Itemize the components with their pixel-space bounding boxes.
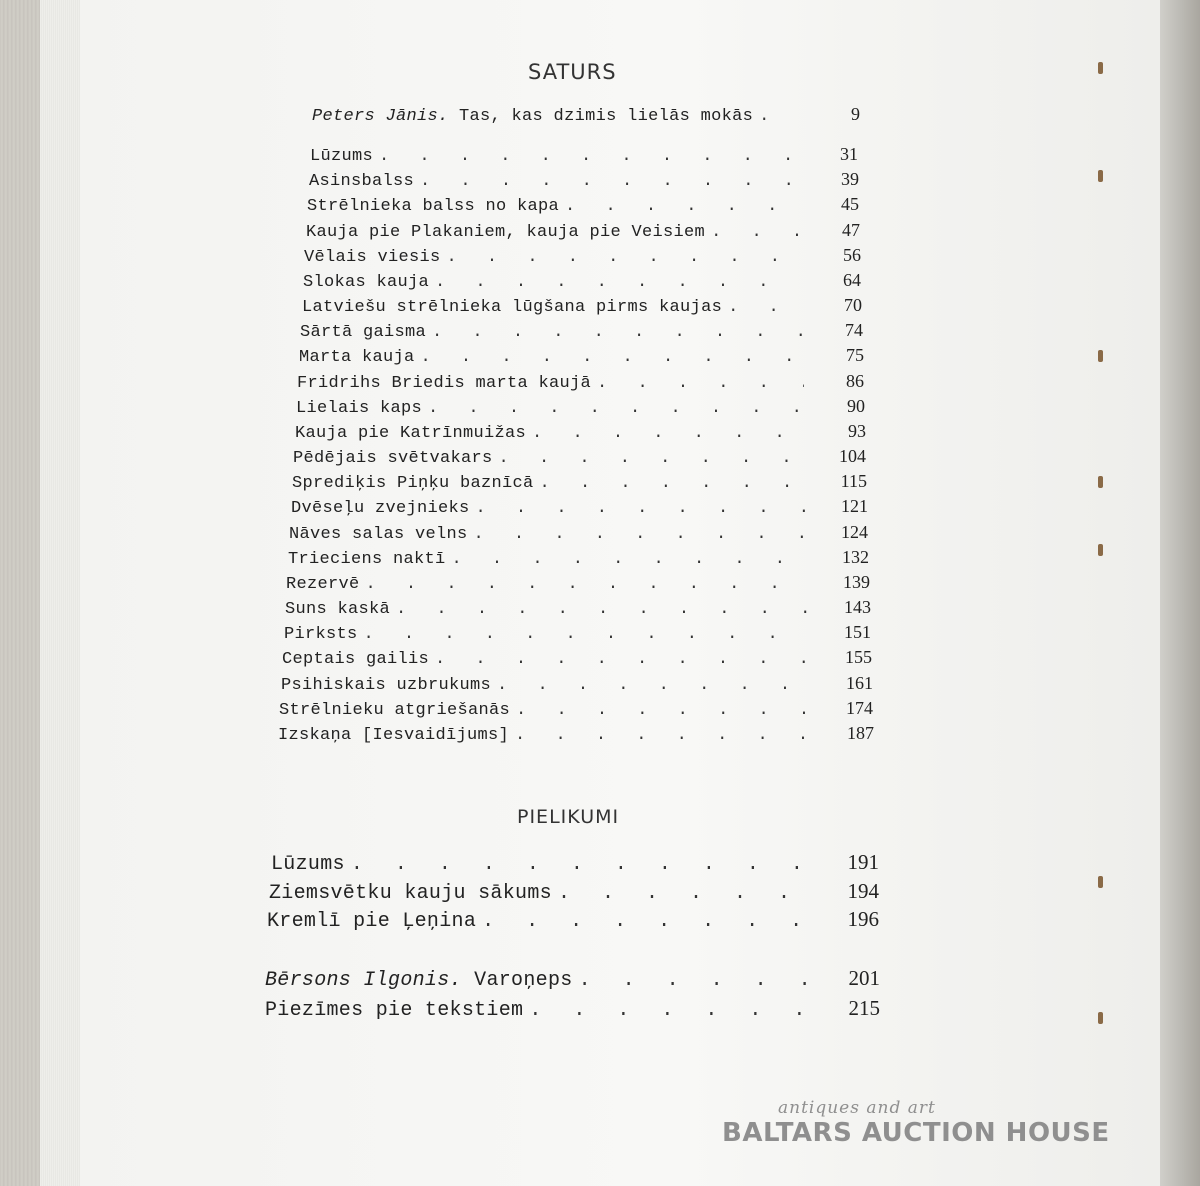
leader-dots <box>532 424 806 443</box>
toc-entry <box>304 245 861 269</box>
entry-page-number: 215 <box>848 996 880 1020</box>
entry-title: Pirksts <box>284 625 358 644</box>
entry-page-number: 39 <box>841 169 859 189</box>
entry-page-number: 93 <box>848 421 866 441</box>
toc-entry-afterword <box>265 966 880 990</box>
entry-page-number: 70 <box>844 295 862 315</box>
leader-dots <box>579 969 820 992</box>
toc-entry <box>309 169 859 193</box>
leader-dots <box>364 625 811 644</box>
entry-page-number: 201 <box>848 966 880 990</box>
toc-entry <box>307 194 859 218</box>
leader-dots <box>497 676 813 695</box>
entry-page-number: 191 <box>847 850 879 874</box>
book-gutter <box>1160 0 1200 1186</box>
toc-entry <box>297 371 864 395</box>
entry-title: Fridrihs Briedis marta kaujā <box>297 374 592 393</box>
leader-dots <box>482 910 819 933</box>
leader-dots <box>529 999 820 1022</box>
entry-page-number: 155 <box>845 647 872 667</box>
entry-title: Lūzums <box>271 853 345 876</box>
leader-dots <box>447 248 801 267</box>
entry-page-number: 75 <box>846 345 864 365</box>
entry-title: Izskaņa [Iesvaidījums] <box>278 726 510 745</box>
entry-page-number: 196 <box>847 907 879 931</box>
entry-page-number: 31 <box>840 144 858 164</box>
toc-entry <box>310 144 858 168</box>
leader-dots <box>421 348 804 367</box>
toc-entry <box>306 220 860 244</box>
entry-page-number: 64 <box>843 270 861 290</box>
entry-page-number: 56 <box>843 245 861 265</box>
toc-entry <box>296 396 865 420</box>
entry-title: Kremlī pie Ļeņina <box>267 910 477 933</box>
entry-page-number: 47 <box>842 220 860 240</box>
toc-entry-appendix <box>271 850 879 874</box>
binding-stitch <box>1098 876 1103 888</box>
book-cover-cloth <box>0 0 40 1186</box>
leader-dots <box>435 650 812 669</box>
toc-entry-appendix <box>267 907 879 931</box>
leader-dots <box>474 525 808 544</box>
toc-entry <box>282 647 872 671</box>
entry-page-number: 124 <box>841 522 868 542</box>
leader-dots <box>428 399 805 418</box>
toc-entry <box>295 421 866 445</box>
entry-title: Strēlnieka balss no kapa <box>307 197 560 216</box>
entry-title: Kauja pie Katrīnmuižas <box>295 424 527 443</box>
toc-entry <box>288 547 869 571</box>
entry-title: Varoņeps <box>474 969 573 992</box>
binding-stitch <box>1098 476 1103 488</box>
toc-entry-appendix <box>269 879 879 903</box>
entry-title: Kauja pie Plakaniem, kauja pie Veisiem <box>306 223 706 242</box>
entry-title: Tas, kas dzimis lielās mokās <box>459 107 754 126</box>
binding-stitch <box>1098 170 1103 182</box>
page-edges <box>40 0 82 1186</box>
toc-entry <box>285 597 871 621</box>
toc-entry-notes <box>265 996 880 1020</box>
leader-dots <box>728 298 802 317</box>
binding-stitch <box>1098 62 1103 74</box>
toc-entry <box>289 522 868 546</box>
entry-title: Latviešu strēlnieka lūgšana pirms kaujas <box>302 298 723 317</box>
entry-page-number: 90 <box>847 396 865 416</box>
entry-title: Lūzums <box>310 147 374 166</box>
watermark-name: BALTARS AUCTION HOUSE <box>722 1118 1110 1148</box>
entry-page-number: 143 <box>844 597 871 617</box>
leader-dots <box>515 726 814 745</box>
entry-title: Pēdējais svētvakars <box>293 449 493 468</box>
leader-dots <box>396 600 811 619</box>
entry-title: Nāves salas velns <box>289 525 468 544</box>
entry-author: Peters Jānis. <box>312 107 449 126</box>
contents-heading: SATURS <box>528 60 617 84</box>
leader-dots <box>565 197 799 216</box>
entry-title: Vēlais viesis <box>304 248 441 267</box>
toc-entry <box>299 345 864 369</box>
leader-dots <box>420 172 799 191</box>
toc-entry <box>284 622 871 646</box>
entry-page-number: 104 <box>839 446 866 466</box>
leader-dots <box>435 273 801 292</box>
entry-page-number: 121 <box>841 496 868 516</box>
entry-page-number: 194 <box>847 879 879 903</box>
entry-title: Psihiskais uzbrukums <box>281 676 492 695</box>
toc-entry <box>278 723 874 747</box>
entry-title: Ceptais gailis <box>282 650 430 669</box>
toc-entry <box>292 471 867 495</box>
entry-title: Sprediķis Piņķu baznīcā <box>292 474 534 493</box>
toc-entry <box>302 295 862 319</box>
auction-house-watermark <box>722 1098 1122 1158</box>
entry-page-number: 132 <box>842 547 869 567</box>
toc-entry <box>300 320 863 344</box>
toc-entry <box>293 446 866 470</box>
entry-title: Ziemsvētku kauju sākums <box>269 882 552 905</box>
binding-stitch <box>1098 544 1103 556</box>
leader-dots <box>379 147 798 166</box>
leader-dots <box>452 550 809 569</box>
appendix-heading: PIELIKUMI <box>517 806 620 828</box>
entry-page-number: 45 <box>841 194 859 214</box>
leader-dots <box>597 374 804 393</box>
toc-entry <box>279 698 873 722</box>
watermark-subtitle: antiques and art <box>778 1098 936 1118</box>
leader-dots <box>540 474 807 493</box>
entry-title: Lielais kaps <box>296 399 423 418</box>
toc-entry <box>281 673 873 697</box>
leader-dots <box>759 107 800 126</box>
entry-title: Piezīmes pie tekstiem <box>265 999 524 1022</box>
entry-page-number: 151 <box>844 622 871 642</box>
entry-title: Rezervē <box>286 575 360 594</box>
binding-stitch <box>1098 1012 1103 1024</box>
leader-dots <box>558 882 819 905</box>
leader-dots <box>711 223 800 242</box>
entry-page-number: 9 <box>851 104 860 124</box>
entry-title: Suns kaskā <box>285 600 391 619</box>
leader-dots <box>499 449 806 468</box>
leader-dots <box>476 499 808 518</box>
entry-page-number: 174 <box>846 698 873 718</box>
leader-dots <box>432 323 803 342</box>
entry-author: Bērsons Ilgonis. <box>265 969 462 992</box>
entry-page-number: 74 <box>845 320 863 340</box>
toc-entry <box>291 496 868 520</box>
entry-title: Slokas kauja <box>303 273 430 292</box>
leader-dots <box>516 701 813 720</box>
entry-title: Marta kauja <box>299 348 415 367</box>
binding-stitch <box>1098 350 1103 362</box>
entry-title: Asinsbalss <box>309 172 415 191</box>
toc-entry <box>303 270 861 294</box>
leader-dots <box>351 853 819 876</box>
leader-dots <box>366 575 810 594</box>
toc-entry <box>286 572 870 596</box>
entry-title: Dvēseļu zvejnieks <box>291 499 470 518</box>
entry-title: Sārtā gaisma <box>300 323 427 342</box>
entry-title: Trieciens naktī <box>288 550 446 569</box>
entry-page-number: 86 <box>846 371 864 391</box>
entry-page-number: 161 <box>846 673 873 693</box>
entry-page-number: 139 <box>843 572 870 592</box>
entry-title: Strēlnieku atgriešanās <box>279 701 511 720</box>
entry-page-number: 115 <box>840 471 867 491</box>
entry-page-number: 187 <box>847 723 874 743</box>
toc-entry-intro <box>312 104 860 128</box>
